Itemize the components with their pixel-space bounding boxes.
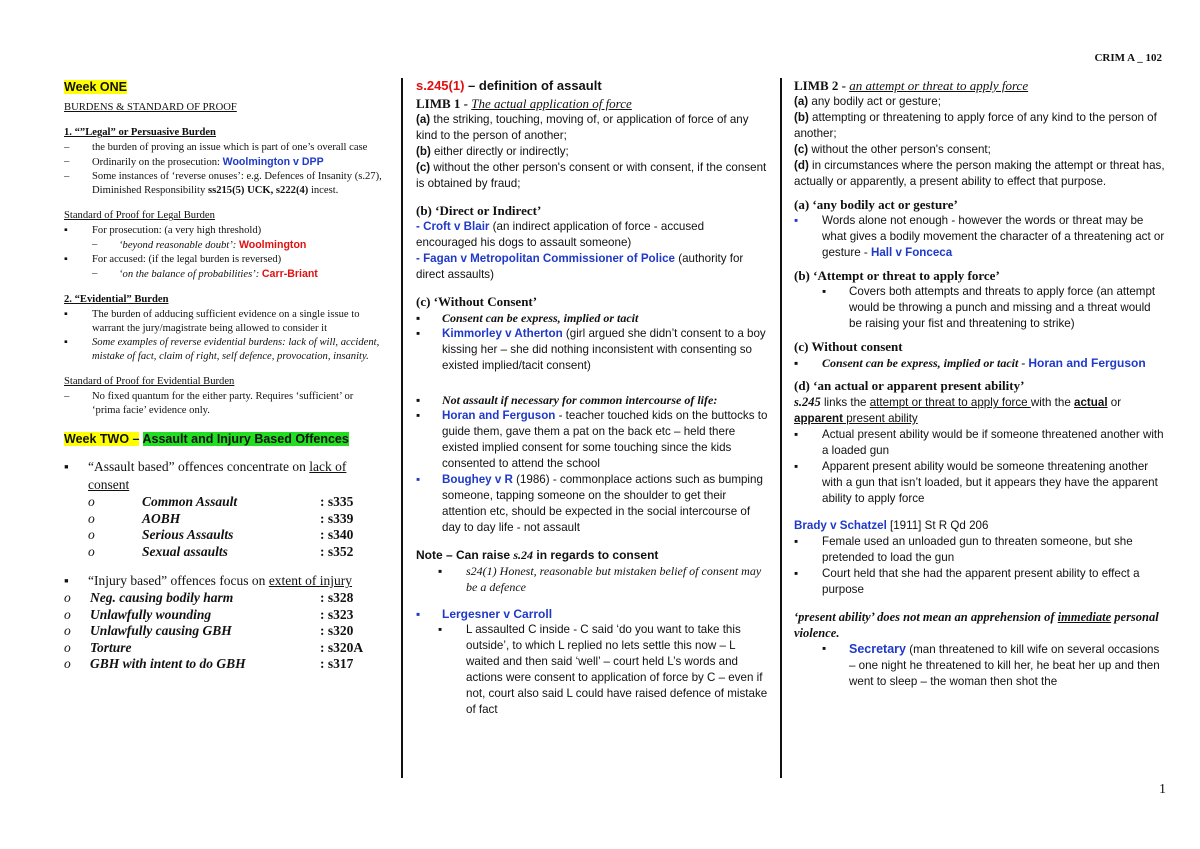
apparent-present: Apparent present ability would be someone threatening another with a gun that isn’t loaded, but it appears they have the apparent ability to apply force [822, 460, 1158, 505]
list-item: ‘beyond reasonable doubt’: [119, 239, 239, 251]
case-woolmington-dpp: Woolmington v DPP [222, 155, 324, 168]
links-text: attempt or threat to apply force [869, 396, 1031, 409]
case-woolmington: Woolmington [238, 238, 307, 251]
s24-text: s24(1) Honest, reasonable but mistaken belief of consent may be a defence [466, 564, 762, 594]
week-one-title: Week ONE [64, 80, 127, 94]
limb2-label: LIMB 2 - [794, 78, 850, 93]
section-245: s.245 [794, 395, 821, 409]
limb1-c: without the other person's consent or with consent, if the consent is obtained by fraud; [416, 161, 767, 190]
consent-text: Consent can be express, implied or tacit - [822, 356, 1029, 370]
limb1-a: the striking, touching, moving of, or application of force of any kind to the person of another; [416, 113, 749, 142]
offence-row: o Unlawfully wounding : s323 [64, 606, 354, 622]
legal-item-tail: incest. [308, 185, 339, 197]
week-two-subtitle: Assault and Injury Based Offences [142, 432, 349, 447]
note: Note – Can raise [416, 548, 514, 562]
std-legal-heading: Standard of Proof for Legal Burden [64, 210, 215, 222]
not-assault: Not assault if necessary for common intercourse of life: [442, 393, 718, 407]
links-text: actual [1074, 396, 1108, 409]
case-kimmorley: Kimmorley v Atherton [442, 327, 563, 340]
case-boughey: Boughey v R [442, 473, 513, 486]
links-text: apparent [794, 412, 843, 425]
limb2-d: in circumstances where the person making the attempt or threat has, actually or apparently, a present ability to effect that purpose. [794, 159, 1165, 188]
limb1-b: either directly or indirectly; [434, 145, 569, 158]
note-tail: in regards to consent [533, 548, 659, 562]
legal-item: Ordinarily on the prosecution: [92, 156, 223, 168]
list-item: ‘on the balance of probabilities’: [119, 269, 262, 281]
limb1-title: The actual application of force [471, 96, 632, 111]
list-item: Some examples of reverse evidential burdens: lack of will, accident, mistake of fact, claim of right, self defence, provocation, insanity. [92, 337, 380, 363]
offence-row: o GBH with intent to do GBH : s317 [64, 656, 354, 672]
offence-row: o Serious Assaults : s340 [88, 527, 354, 543]
evidential-heading: 2. “Evidential” Burden [64, 294, 169, 306]
page-header-code: CRIM A _ 102 [1094, 52, 1162, 64]
present-ability-heading: (d) ‘an actual or apparent present ability’ [794, 378, 1025, 393]
offence-row: o Torture : s320A [64, 639, 364, 655]
attempt-heading: (b) ‘Attempt or threat to apply force’ [794, 268, 1000, 283]
limb2-a: any bodily act or gesture; [811, 95, 941, 108]
case-hall: Hall v Fonceca [870, 246, 953, 259]
definition-title: – definition of assault [464, 78, 602, 93]
case-horan: Horan and Ferguson [1028, 356, 1146, 370]
case-carr-briant: Carr-Briant [261, 268, 318, 281]
column-3: LIMB 2 - an attempt or threat to apply force (a) any bodily act or gesture; (b) attempting or threatening to apply force of any kind to the person of another; (c) without the other person's consent; (d) in circumstances where the person making the attempt or threat has, actually or apparently, a present ability to effect that purpose. (a) ‘any bodily act or gesture’ ▪ Words alone not enough - however the words or threat may be what gives a bodily movement the character of a threatening act or gesture - Hall v Fonceca (b) ‘Attempt or threat to apply force’ ▪ Covers both attempts and threats to apply force (an attempt would be throwing a punch and missing and a threat would be raising your fist and threatening to strike) (c) Without consent ▪ Consent can be express, implied or tacit - Horan and Ferguson (d) ‘an actual or apparent present ability’ s.245 links the attempt or threat to apply force with the actual or apparent present ability ▪ Actual present ability would be if someone threatened another with a loaded gun ▪ Apparent present ability would be someone threatening another with a gun that isn’t loaded, but it appears they have the apparent ability to apply force Brady v Schatzel [1911] St R Qd 206 ▪ Female used an unloaded gun to threaten someone, but she pretended to load the gun ▪ Court held that she had the apparent present ability to effect a purpose ‘present ability’ does not mean an apprehension of immediate personal violence. ▪ Secretary (man threatened to kill wife on several occasions – one night he threatened to kill her, he beat her up and then went to sleep – the woman then shot the [794, 78, 1165, 688]
words-alone: Words alone not enough - however the words or threat may be what gives a bodily movement the character of a threatening act or gesture - [822, 214, 1165, 259]
list-item: The burden of adducing sufficient evidence on a single issue to warrant the jury/magistrate being allowed to consider it [92, 308, 360, 334]
column-1: Week ONE BURDENS & STANDARD OF PROOF 1. “”Legal” or Persuasive Burden – the burden of proving an issue which is part of one’s overall case – Ordinarily on the prosecution: Woolmington v DPP – Some instances of ‘reverse onuses’: e.g. Defences of Insanity (s.27), Diminished Responsibility ss215(5) UCK, s222(4) incest. Standard of Proof for Legal Burden ▪ For prosecution: (a very high threshold) – ‘beyond reasonable doubt’: Woolmington ▪ For accused: (if the legal burden is reversed) – ‘on the balance of probabilities’: Carr-Briant 2. “Evidential” Burden ▪ The burden of adducing sufficient evidence on a single issue to warrant the jury/magistrate being allowed to consider it ▪ Some examples of reverse evidential burdens: lack of will, accident, mistake of fact, claim of right, self defence, provocation, insanity. Standard of Proof for Evidential Burden – No fixed quantum for the either party. Requires ‘sufficient’ or ‘prima facie’ evidence only. Week TWO – Assault and Injury Based Offences ▪ “Assault based” offences concentrate on lack of consent o Common Assault : s335 o AOBH : s339 o Serious Assaults : s340 o Sexual assaults : s352 ▪ “Injury based” offences focus on extent of injury o Neg. causing bodily harm : s328 o Unlawfully wounding : s323 o Unlawfully causing GBH : s320 o Torture : s320A o GBH with intent to do GBH : s317 [64, 80, 382, 672]
brady-cite: [1911] St R Qd 206 [886, 519, 989, 532]
secretary-text: (man threatened to kill wife on several occasions – one night he threatened to kill her, he beat her up and then went to sleep – the woman then shot the [849, 643, 1160, 688]
offence-row: o Sexual assaults : s352 [88, 543, 354, 559]
case-text: - teacher touched kids on the buttocks to guide them, gave them a pat on the back etc – held there existed implied consent for some touching since the kids consented to attend the school [442, 409, 768, 470]
case-croft: Croft v Blair [423, 220, 490, 233]
actual-present: Actual present ability would be if someone threatened another with a loaded gun [822, 428, 1164, 457]
bodily-act-heading: (a) ‘any bodily act or gesture’ [794, 197, 958, 212]
without-consent-heading: (c) Without consent [794, 339, 903, 354]
list-item: For prosecution: (a very high threshold) [92, 224, 262, 236]
list-item: For accused: (if the legal burden is reversed) [92, 254, 282, 266]
page-number: 1 [1159, 782, 1166, 797]
present-ability-tail: personal violence. [794, 610, 1159, 640]
legal-burden-heading: 1. “”Legal” or Persuasive Burden [64, 127, 216, 139]
week-two-title: Week TWO – [64, 432, 140, 447]
case-secretary: Secretary [849, 642, 906, 656]
offence-row: o Unlawfully causing GBH : s320 [64, 623, 354, 639]
case-fagan: Fagan v Metropolitan Commissioner of Police [423, 252, 675, 265]
links-text: with the [1030, 396, 1075, 409]
case-horan: Horan and Ferguson [442, 409, 556, 422]
brady-point: Female used an unloaded gun to threaten someone, but she pretended to load the gun [822, 535, 1133, 564]
case-text: (girl argued she didn’t consent to a boy kissing her – she did nothing inconsistent with consenting so existed implied/tacit consent) [442, 327, 766, 372]
limb1-label: LIMB 1 - [416, 96, 472, 111]
list-item: No fixed quantum for the either party. Requires ‘sufficient’ or ‘prima facie’ evidence only. [92, 390, 354, 416]
case-text: (an indirect application of force - accused encouraged his dogs to assault someone) [416, 220, 705, 249]
brady-point: Court held that she had the apparent present ability to effect a purpose [822, 567, 1140, 596]
present-ability-immediate: immediate [1057, 610, 1112, 624]
std-evid-heading: Standard of Proof for Evidential Burden [64, 376, 235, 388]
burdens-heading: BURDENS & STANDARD OF PROOF [64, 102, 237, 114]
note-s24: s.24 [513, 548, 534, 562]
limb2-title: an attempt or threat to apply force [849, 78, 1029, 93]
case-text: (authority for direct assaults) [416, 252, 744, 281]
section-245: s.245(1) [416, 78, 465, 93]
section-ref: ss215(5) UCK, s222(4) [207, 185, 309, 197]
assault-based-intro: “Assault based” offences concentrate on [88, 459, 310, 475]
lergesner-text: L assaulted C inside - C said ‘do you want to take this outside’, to which L replied no lets settle this now – L waited and then said ‘well’ – court held L’s words and actions were consent to application of force by C – even if not, court also said L could have raised defence of mistake of fact [466, 623, 768, 716]
column-divider [780, 78, 782, 778]
legal-item: Some instances of ‘reverse onuses’: e.g. Defences of Insanity (s.27), Diminished Responsibility [92, 171, 382, 197]
case-brady: Brady v Schatzel [794, 519, 887, 532]
injury-based-focus: extent of injury [268, 573, 353, 589]
limb2-c: without the other person's consent; [811, 143, 991, 156]
present-ability-note: ‘present ability’ does not mean an apprehension of [794, 610, 1058, 624]
legal-item: the burden of proving an issue which is part of one’s overall case [92, 141, 368, 153]
offence-row: o AOBH : s339 [88, 510, 354, 526]
offence-row: o Neg. causing bodily harm : s328 [64, 590, 354, 606]
links-text: present ability [842, 412, 918, 425]
assault-based-focus: lack of consent [88, 459, 347, 493]
case-lergesner: Lergesner v Carroll [442, 607, 553, 621]
consent-express: Consent can be express, implied or tacit [442, 311, 639, 325]
column-divider [401, 78, 403, 778]
attempt-text: Covers both attempts and threats to apply force (an attempt would be throwing a punch and missing and a threat would be raising your fist and threatening to strike) [849, 285, 1156, 330]
injury-based-intro: “Injury based” offences focus on [88, 573, 269, 589]
column-2: s.245(1) – definition of assault LIMB 1 - The actual application of force (a) the striking, touching, moving of, or application of force of any kind to the person of another; (b) either directly or indirectly; (c) without the other person's consent or with consent, if the consent is obtained by fraud; (b) ‘Direct or Indirect’ - Croft v Blair (an indirect application of force - accused encouraged his dogs to assault someone) - Fagan v Metropolitan Commissioner of Police (authority for direct assaults) (c) ‘Without Consent’ ▪ Consent can be express, implied or tacit ▪ Kimmorley v Atherton (girl argued she didn’t consent to a boy kissing her – she did nothing inconsistent with consenting so existed implied/tacit consent) ▪ Not assault if necessary for common intercourse of life: ▪ Horan and Ferguson - teacher touched kids on the buttocks to guide them, gave them a pat on the back etc – held there existed implied consent for some touching since the kids consented to attend the school ▪ Boughey v R (1986) - commonplace actions such as bumping someone, tapping someone on the shoulder to get their attention etc, should be expected in the social intercourse of day to day life - not assault Note – Can raise s.24 in regards to consent ▪ s24(1) Honest, reasonable but mistaken belief of consent may be a defence ▪ Lergesner v Carroll ▪ L assaulted C inside - C said ‘do you want to take this outside’, to which L replied no lets settle this now – L waited and then said ‘well’ – court held L’s words and actions were consent to application of force by C – even if not, court also said L could have raised defence of mistake of fact [416, 78, 768, 716]
case-text: (1986) - commonplace actions such as bumping someone, tapping someone on the shoulder to get their attention etc, should be expected in the social intercourse of day to day life - not assault [442, 473, 763, 534]
offence-row: o Common Assault : s335 [88, 494, 354, 510]
links-text: links the [820, 396, 870, 409]
direct-indirect-heading: (b) ‘Direct or Indirect’ [416, 203, 542, 218]
without-consent-heading: (c) ‘Without Consent’ [416, 294, 538, 309]
links-text: or [1107, 396, 1122, 409]
limb2-b: attempting or threatening to apply force of any kind to the person of another; [794, 111, 1157, 140]
